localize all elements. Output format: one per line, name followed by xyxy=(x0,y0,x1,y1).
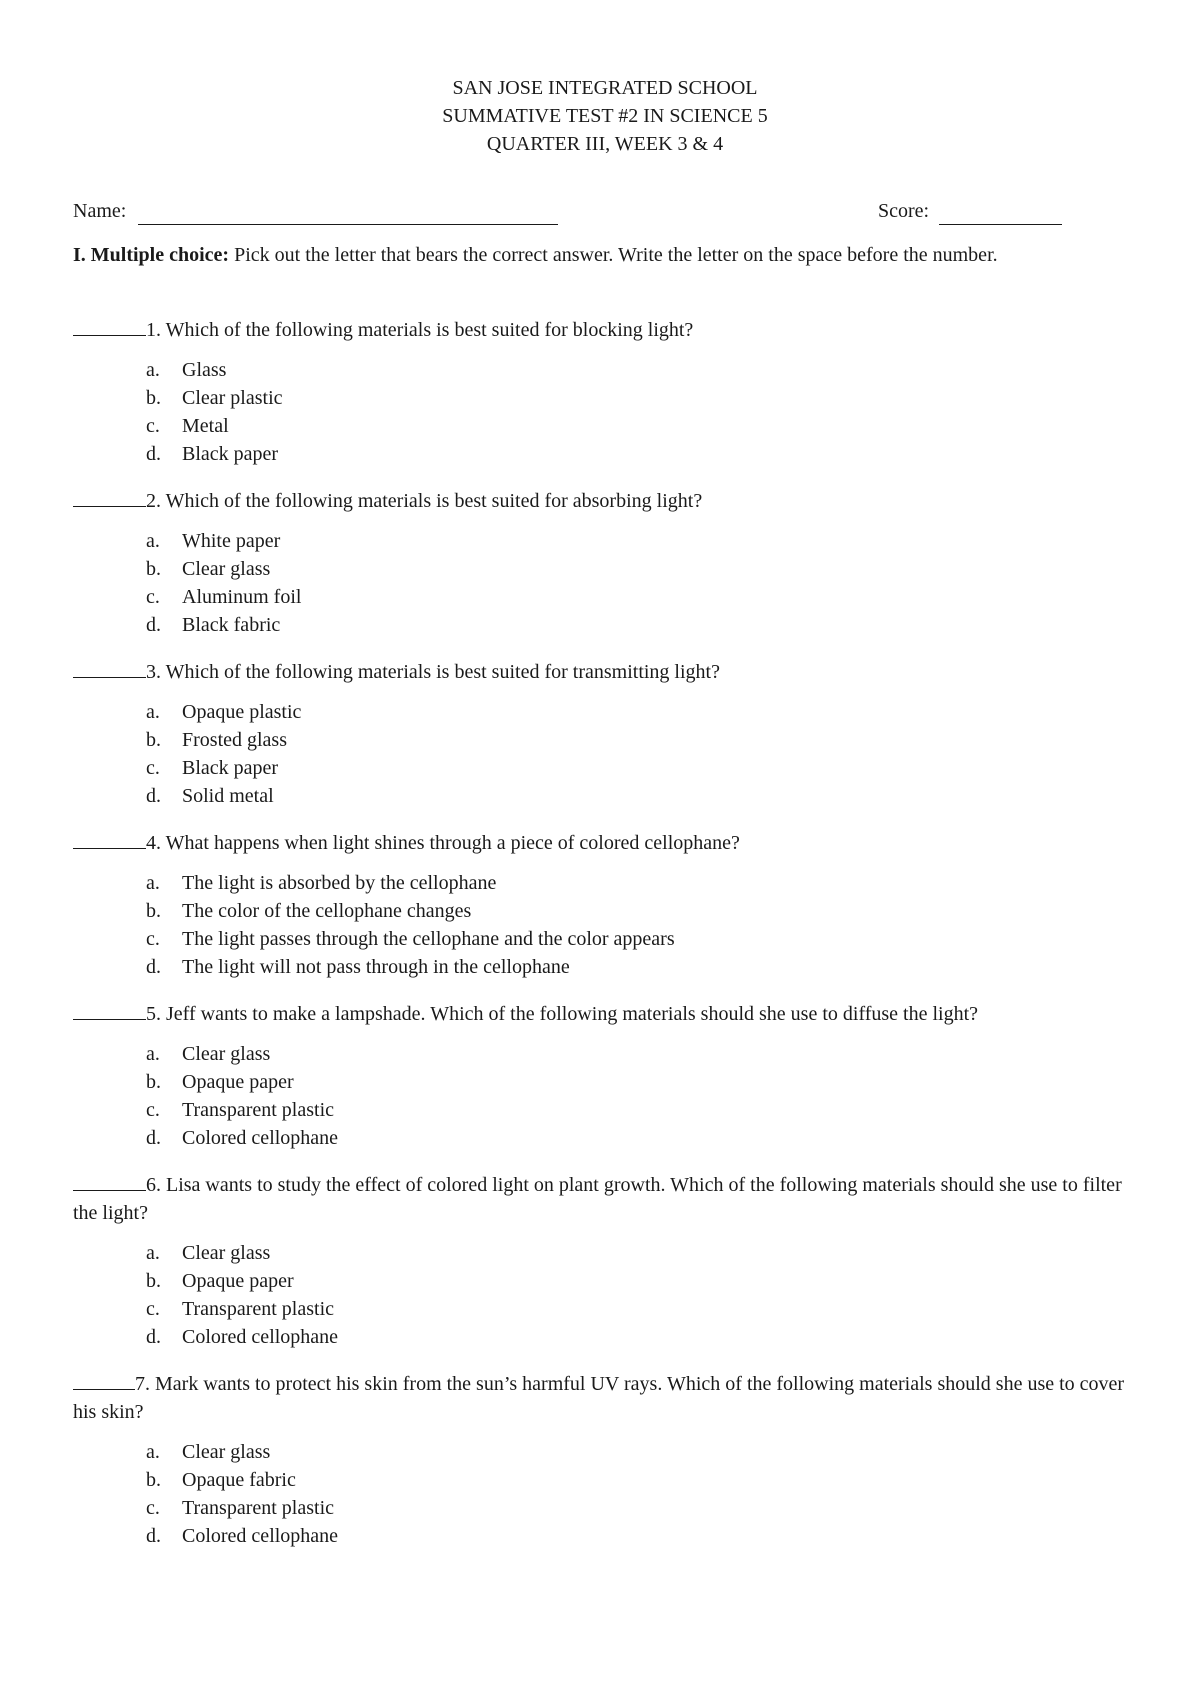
question-3 xyxy=(73,657,1143,810)
choice-item xyxy=(73,1124,1143,1152)
choice-letter: d. xyxy=(146,614,161,636)
question-text: 3. Which of the following materials is best suited for transmitting light? xyxy=(146,661,720,683)
choice-item xyxy=(73,611,1143,639)
score-label: Score: xyxy=(878,200,930,222)
choice-item xyxy=(73,1267,1143,1295)
choice-list xyxy=(73,1040,1143,1152)
choice-letter: d. xyxy=(146,785,161,807)
school-name: SAN JOSE INTEGRATED SCHOOL xyxy=(452,77,758,99)
question-1 xyxy=(73,315,1143,468)
choice-text: The light will not pass through in the cellophane xyxy=(182,956,570,978)
choice-letter: a. xyxy=(146,1043,160,1065)
question-text: 7. Mark wants to protect his skin from the sun’s harmful UV rays. Which of the following materials should she use to cover his skin? xyxy=(73,1373,1125,1423)
choice-list xyxy=(73,1438,1143,1550)
choice-letter: a. xyxy=(146,701,160,723)
choice-text: Colored cellophane xyxy=(182,1326,339,1348)
instructions-heading: I. Multiple choice: xyxy=(73,244,230,266)
choice-item xyxy=(73,1239,1143,1267)
choice-letter: a. xyxy=(146,1441,160,1463)
choice-item xyxy=(73,1323,1143,1351)
choice-list xyxy=(73,1239,1143,1351)
question-6 xyxy=(73,1170,1143,1351)
question-5 xyxy=(73,999,1143,1152)
choice-text: The light passes through the cellophane and the color appears xyxy=(182,928,675,950)
choice-item xyxy=(73,953,1143,981)
question-text: 4. What happens when light shines through a piece of colored cellophane? xyxy=(146,832,740,854)
choice-letter: d. xyxy=(146,956,161,978)
choice-text: Clear glass xyxy=(182,1043,271,1065)
choice-item xyxy=(73,1096,1143,1124)
choice-letter: c. xyxy=(146,415,160,437)
choice-item xyxy=(73,1494,1143,1522)
student-info-row xyxy=(73,200,1073,228)
choice-letter: b. xyxy=(146,387,161,409)
choice-letter: a. xyxy=(146,872,160,894)
choice-item xyxy=(73,1040,1143,1068)
choice-text: Metal xyxy=(182,415,229,437)
question-text: 1. Which of the following materials is best suited for blocking light? xyxy=(146,319,694,341)
choice-text: The light is absorbed by the cellophane xyxy=(182,872,497,894)
choice-text: White paper xyxy=(182,530,281,552)
choice-text: Transparent plastic xyxy=(182,1099,335,1121)
question-2 xyxy=(73,486,1143,639)
choice-text: Clear glass xyxy=(182,1441,271,1463)
choice-letter: c. xyxy=(146,586,160,608)
question-4 xyxy=(73,828,1143,981)
document-header xyxy=(0,74,1200,158)
instructions xyxy=(73,244,1153,267)
choice-item xyxy=(73,1522,1143,1550)
choice-text: Black paper xyxy=(182,757,279,779)
choice-list xyxy=(73,527,1143,639)
choice-item xyxy=(73,527,1143,555)
answer-blank xyxy=(73,1369,135,1390)
choice-item xyxy=(73,1068,1143,1096)
choice-letter: c. xyxy=(146,1099,160,1121)
choice-item xyxy=(73,925,1143,953)
answer-blank xyxy=(73,315,146,336)
choice-letter: d. xyxy=(146,1525,161,1547)
choice-text: Clear plastic xyxy=(182,387,283,409)
choice-item xyxy=(73,440,1143,468)
score-field-line xyxy=(939,224,1062,225)
choice-letter: c. xyxy=(146,757,160,779)
choice-letter: b. xyxy=(146,729,161,751)
answer-blank xyxy=(73,999,146,1020)
choice-item xyxy=(73,869,1143,897)
choice-text: Clear glass xyxy=(182,1242,271,1264)
choice-text: Opaque plastic xyxy=(182,701,302,723)
question-7 xyxy=(73,1369,1143,1550)
question-text: 2. Which of the following materials is best suited for absorbing light? xyxy=(146,490,703,512)
question-text: 5. Jeff wants to make a lampshade. Which of the following materials should she use to diffuse the light? xyxy=(146,1003,979,1025)
choice-item xyxy=(73,897,1143,925)
choice-letter: b. xyxy=(146,1469,161,1491)
answer-blank xyxy=(73,486,146,507)
choice-item xyxy=(73,555,1143,583)
choice-item xyxy=(73,583,1143,611)
choice-text: Aluminum foil xyxy=(182,586,302,608)
choice-text: Colored cellophane xyxy=(182,1525,339,1547)
choice-text: The color of the cellophane changes xyxy=(182,900,472,922)
choice-list xyxy=(73,869,1143,981)
choice-letter: c. xyxy=(146,1497,160,1519)
answer-blank xyxy=(73,657,146,678)
choice-item xyxy=(73,412,1143,440)
choice-text: Frosted glass xyxy=(182,729,287,751)
choice-text: Transparent plastic xyxy=(182,1497,335,1519)
choice-text: Colored cellophane xyxy=(182,1127,339,1149)
choice-text: Black fabric xyxy=(182,614,281,636)
choice-letter: d. xyxy=(146,1326,161,1348)
quarter-label: QUARTER III, WEEK 3 & 4 xyxy=(486,133,724,155)
choice-text: Transparent plastic xyxy=(182,1298,335,1320)
choice-item xyxy=(73,726,1143,754)
choice-item xyxy=(73,698,1143,726)
choice-letter: c. xyxy=(146,1298,160,1320)
choice-list xyxy=(73,698,1143,810)
choice-text: Opaque paper xyxy=(182,1071,294,1093)
choice-item xyxy=(73,356,1143,384)
instructions-text: Pick out the letter that bears the correct answer. Write the letter on the space before the number. xyxy=(229,244,998,266)
choice-letter: a. xyxy=(146,1242,160,1264)
choice-letter: d. xyxy=(146,443,161,465)
name-label: Name: xyxy=(73,200,127,222)
choice-item xyxy=(73,384,1143,412)
choice-letter: b. xyxy=(146,558,161,580)
choice-item xyxy=(73,782,1143,810)
choice-item xyxy=(73,754,1143,782)
test-title: SUMMATIVE TEST #2 IN SCIENCE 5 xyxy=(442,105,768,127)
choice-letter: c. xyxy=(146,928,160,950)
choice-letter: b. xyxy=(146,1270,161,1292)
choice-letter: a. xyxy=(146,359,160,381)
question-text: 6. Lisa wants to study the effect of colored light on plant growth. Which of the following materials should she use to filter the light? xyxy=(73,1174,1122,1224)
choice-text: Opaque fabric xyxy=(182,1469,296,1491)
choice-letter: b. xyxy=(146,1071,161,1093)
choice-letter: a. xyxy=(146,530,160,552)
choice-list xyxy=(73,356,1143,468)
choice-letter: b. xyxy=(146,900,161,922)
answer-blank xyxy=(73,828,146,849)
name-field-line xyxy=(138,224,558,225)
choice-text: Glass xyxy=(182,359,227,381)
choice-item xyxy=(73,1466,1143,1494)
choice-text: Black paper xyxy=(182,443,279,465)
choice-text: Clear glass xyxy=(182,558,271,580)
choice-text: Opaque paper xyxy=(182,1270,294,1292)
choice-text: Solid metal xyxy=(182,785,274,807)
choice-letter: d. xyxy=(146,1127,161,1149)
choice-item xyxy=(73,1295,1143,1323)
answer-blank xyxy=(73,1170,146,1191)
choice-item xyxy=(73,1438,1143,1466)
